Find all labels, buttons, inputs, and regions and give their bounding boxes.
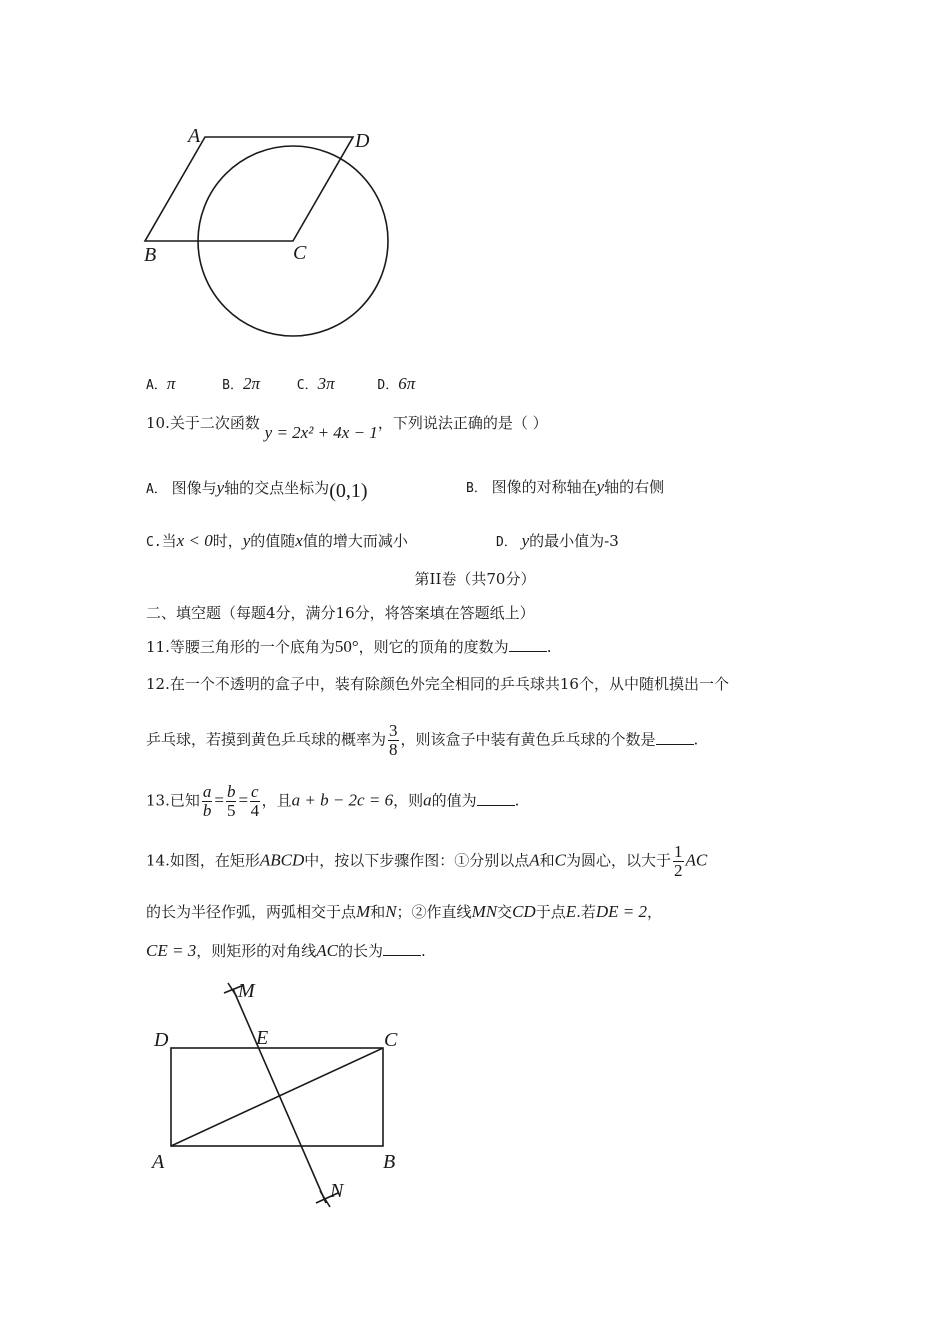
label-b: B: [383, 1151, 396, 1173]
parallelogram-abcd: [145, 137, 353, 241]
figure-parallelogram-circle: [130, 120, 410, 345]
q10-option-a: A． 图像与y轴的交点坐标为(0,1): [146, 478, 368, 502]
q13: 13.已知 $\frac{a}{b}$ = $\frac{b}{5}$ = $\frac{c}{4}$ ，且a + b − 2c = 6，则a的值为 .: [146, 782, 520, 820]
q14-line2: 的长为半径作弧，两弧相交于点M和N；②作直线MN交CD于点E.若DE = 2，: [146, 902, 663, 921]
q9-option-b: B．2π: [222, 374, 260, 393]
figure-rectangle-bisector: [140, 975, 420, 1215]
label-d: D: [355, 130, 370, 152]
diagonal-ac: [171, 1048, 383, 1146]
arc-mark-n-2: [320, 1191, 330, 1207]
q10-option-d: D． y的最小值为-3: [496, 531, 619, 550]
q9-option-d: D．6π: [377, 374, 416, 393]
q9-option-a: A．π: [146, 374, 176, 393]
q11: 11.等腰三角形的一个底角为50°，则它的顶角的度数为 .: [146, 637, 552, 656]
label-a: A: [188, 125, 201, 147]
q11-answer-blank[interactable]: [509, 639, 547, 652]
label-c: C: [293, 242, 307, 264]
q12-line2: 乒乓球，若摸到黄色乒乓球的概率为 $\frac{3}{8}$ ，则该盒子中装有黄色乒乓球的个数是 .: [146, 721, 699, 759]
q12-line1: 12.在一个不透明的盒子中，装有除颜色外完全相同的乒乓球共16个，从中随机摸出一个: [146, 675, 729, 693]
section-heading: 二、填空题（每题4分，满分16分，将答案填在答题纸上）: [146, 604, 535, 622]
q13-answer-blank[interactable]: [477, 793, 515, 806]
q10-option-c: C.当x < 0时，y的值随x值的增大而减小: [146, 531, 408, 550]
q10-formula: y = 2x² + 4x − 1: [264, 423, 378, 442]
q12-probability-fraction: $\frac{3}{8}$: [389, 721, 398, 759]
q14-answer-blank[interactable]: [383, 943, 421, 956]
q14-line1: 14.如图，在矩形ABCD中，按以下步骤作图：①分别以点A和C为圆心，以大于 $\frac{1}{2}$ AC: [146, 842, 708, 880]
line-mn: [233, 989, 326, 1203]
q9-options: [146, 374, 415, 394]
q10-option-b: B． 图像的对称轴在y轴的右侧: [466, 477, 665, 496]
label-b: B: [144, 244, 157, 266]
q14-line3: CE = 3，则矩形的对角线AC的长为 .: [146, 941, 426, 960]
q12-answer-blank[interactable]: [656, 732, 694, 745]
label-d: D: [154, 1029, 169, 1051]
label-e: E: [256, 1027, 269, 1049]
q9-option-c: C．3π: [296, 374, 335, 393]
section-title: 第II卷（共70分）: [414, 570, 536, 588]
label-m: M: [238, 980, 255, 1002]
label-c: C: [384, 1029, 398, 1051]
label-n: N: [330, 1180, 344, 1202]
q10-stem: 10.关于二次函数 y = 2x² + 4x − 1，下列说法正确的是（ ）: [146, 414, 548, 442]
label-a: A: [152, 1151, 165, 1173]
